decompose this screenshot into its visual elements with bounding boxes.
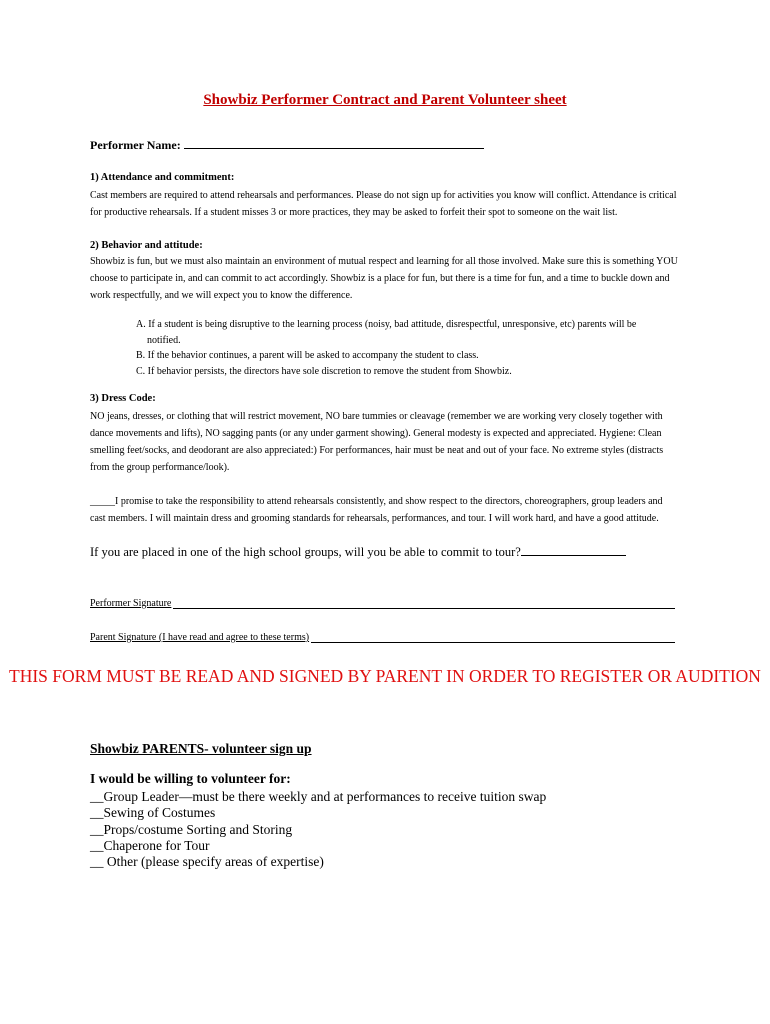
performer-signature-field[interactable]: [90, 598, 675, 609]
volunteer-option-group-leader[interactable]: __Group Leader—must be there weekly and at performances to receive tuition swap: [90, 789, 547, 804]
volunteer-option-sewing[interactable]: __Sewing of Costumes: [90, 805, 216, 821]
list-item: A. If a student is being disruptive to the learning process (noisy, bad attitude, disrespectful, unresponsive, etc) parents will be notified.: [136, 319, 637, 346]
volunteer-option-chaperone[interactable]: __Chaperone for Tour: [90, 837, 210, 853]
promise-text: I promise to take the responsibility to attend rehearsals consistently, and show respect to the directors, choreographers, group leaders and cast members. I will maintain dress and grooming standards for rehearsals, performances, and tour. I will work hard, and have a good attitude.: [90, 496, 663, 524]
performer-name-line: [184, 138, 484, 149]
page-title: Showbiz Performer Contract and Parent Volunteer sheet: [203, 92, 567, 108]
parent-signature-line[interactable]: [311, 634, 675, 643]
behavior-consequence-list: [136, 317, 656, 379]
volunteer-option-props[interactable]: __Props/costume Sorting and Storing: [90, 821, 293, 837]
performer-name-label: Performer Name:: [90, 138, 181, 152]
volunteer-options: [90, 789, 546, 870]
promise-blank[interactable]: _____: [90, 496, 115, 507]
parent-signature-field[interactable]: [90, 632, 675, 643]
dress-code-text: NO jeans, dresses, or clothing that will restrict movement, NO bare tummies or cleavage (remember we are working very closely together with dance movements and lifts), NO sagging pants (or any under garment showing). General modesty is expected and appreciated. Hygiene: Clean smelling feet/socks, and deodorant are also appreciated:) For performances, hair must be neat and out of your face. No extreme styles (distracts from the group performance/look).: [90, 411, 664, 473]
performer-signature-line[interactable]: [173, 600, 675, 609]
parent-notice: THIS FORM MUST BE READ AND SIGNED BY PARENT IN ORDER TO REGISTER OR AUDITION: [9, 666, 761, 686]
behavior-text: Showbiz is fun, but we must also maintain an environment of mutual respect and learning for all those involved. Make sure this is something YOU choose to participate in, and can commit to act accordingly. Showbiz is a place for fun, but there is a time for fun, and a time to buckle down and work respectfully, and we will expect you to know the difference.: [90, 256, 678, 301]
dress-code-heading: 3) Dress Code:: [90, 393, 156, 404]
performer-signature-label: Performer Signature: [90, 598, 172, 609]
parent-signature-label: Parent Signature (I have read and agree to these terms): [90, 632, 310, 643]
volunteer-option-other[interactable]: __ Other (please specify areas of expertise): [90, 854, 324, 870]
promise-statement: [90, 493, 680, 527]
behavior-heading: 2) Behavior and attitude:: [90, 240, 203, 251]
tour-answer-line[interactable]: [521, 545, 626, 556]
tour-question: [90, 545, 626, 560]
attendance-text: Cast members are required to attend rehearsals and performances. Please do not sign up for activities you know will conflict. Attendance is critical for productive rehearsals. If a student misses 3 or more practices, they may be asked to forfeit their spot to someone on the wait list.: [90, 190, 677, 218]
attendance-heading: 1) Attendance and commitment:: [90, 172, 235, 183]
volunteer-subtitle: I would be willing to volunteer for:: [90, 771, 291, 786]
tour-question-text: If you are placed in one of the high school groups, will you be able to commit to tour?: [90, 545, 521, 559]
performer-name-field: [90, 138, 484, 153]
volunteer-title: Showbiz PARENTS- volunteer sign up: [90, 741, 312, 756]
list-item: C. If behavior persists, the directors have sole discretion to remove the student from Showbiz.: [136, 365, 512, 377]
list-item: B. If the behavior continues, a parent will be asked to accompany the student to class.: [136, 350, 479, 361]
